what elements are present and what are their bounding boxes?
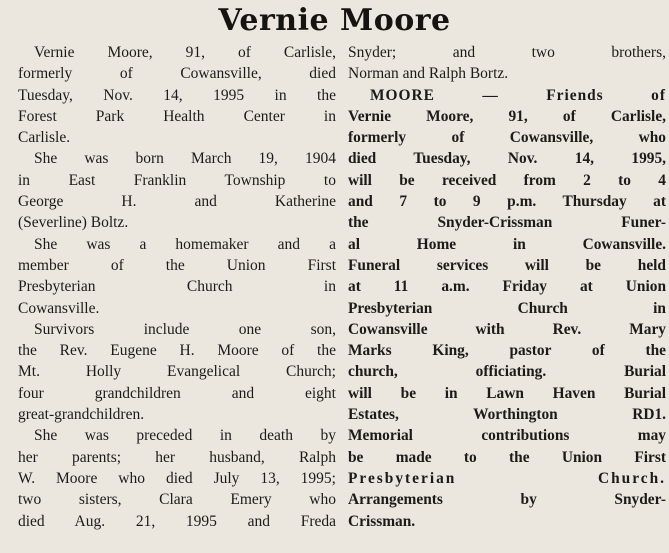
text-line: two sisters, Clara Emery who xyxy=(18,491,336,509)
text-line: Marks King, pastor of the xyxy=(348,342,666,360)
text-line: Crissman. xyxy=(348,512,416,530)
text-line: Carlisle. xyxy=(18,129,71,147)
text-line: died Tuesday, Nov. 14, 1995, xyxy=(348,150,666,168)
obituary-paragraph xyxy=(18,425,336,531)
text-line: formerly of Cowansville, died xyxy=(18,65,336,83)
left-column xyxy=(18,42,336,532)
text-line: her parents; her husband, Ralph xyxy=(18,448,336,466)
text-line: be made to the Union First xyxy=(348,448,666,466)
text-line: W. Moore who died July 13, 1995; xyxy=(18,469,336,487)
text-line: died Aug. 21, 1995 and Freda xyxy=(18,512,336,530)
text-line: member of the Union First xyxy=(18,256,336,274)
text-line: She was a homemaker and a xyxy=(34,235,336,253)
obituary-paragraph xyxy=(18,319,336,425)
text-line: and 7 to 9 p.m. Thursday at xyxy=(348,193,666,211)
text-line: Snyder; and two brothers, xyxy=(348,44,666,61)
obituary-paragraph xyxy=(18,42,336,148)
text-line: She was born March 19, 1904 xyxy=(34,150,336,168)
text-line: Memorial contributions may xyxy=(348,427,666,445)
text-line: great-grandchildren. xyxy=(18,406,145,424)
obituary-title: Vernie Moore xyxy=(218,3,451,38)
text-line: Vernie Moore, 91, of Carlisle, xyxy=(348,107,666,125)
text-line: the Rev. Eugene H. Moore of the xyxy=(18,342,336,360)
text-line: will be in Lawn Haven Burial xyxy=(348,384,666,402)
text-line: church, officiating. Burial xyxy=(348,363,666,381)
text-line: formerly of Cowansville, who xyxy=(348,129,666,147)
text-line: in East Franklin Township to xyxy=(18,171,336,189)
text-line: Presbyterian Church in xyxy=(348,299,666,317)
text-line: Presbyterian Church. xyxy=(348,469,666,487)
text-line: Cowansville. xyxy=(18,299,100,317)
text-line: George H. and Katherine xyxy=(18,193,336,211)
text-line: She was preceded in death by xyxy=(34,427,336,445)
text-line: the Snyder-Crissman Funer- xyxy=(348,214,666,232)
right-column xyxy=(348,42,666,532)
text-line: Survivors include one son, xyxy=(34,320,336,338)
text-line: Mt. Holly Evangelical Church; xyxy=(18,363,336,381)
obituary-paragraph xyxy=(18,148,336,233)
text-line: Presbyterian Church in xyxy=(18,278,336,296)
text-line: Tuesday, Nov. 14, 1995 in the xyxy=(18,86,336,104)
text-line: at 11 a.m. Friday at Union xyxy=(348,278,666,296)
text-line: Forest Park Health Center in xyxy=(18,107,336,125)
text-line: Vernie Moore, 91, of Carlisle, xyxy=(34,44,336,61)
text-line: four grandchildren and eight xyxy=(18,384,336,402)
text-line: Arrangements by Snyder- xyxy=(348,491,666,509)
text-line: Norman and Ralph Bortz. xyxy=(348,65,509,83)
obituary-paragraph xyxy=(18,234,336,319)
text-line: (Severline) Boltz. xyxy=(18,214,129,232)
text-line: Estates, Worthington RD1. xyxy=(348,406,666,424)
text-line: Funeral services will be held xyxy=(348,256,666,274)
text-line: will be received from 2 to 4 xyxy=(348,171,666,189)
text-line: Cowansville with Rev. Mary xyxy=(348,320,666,338)
text-line: MOORE — Friends of xyxy=(370,86,666,104)
obituary-continuation xyxy=(348,42,666,85)
funeral-notice xyxy=(348,85,666,532)
text-line: al Home in Cowansville. xyxy=(348,235,666,253)
